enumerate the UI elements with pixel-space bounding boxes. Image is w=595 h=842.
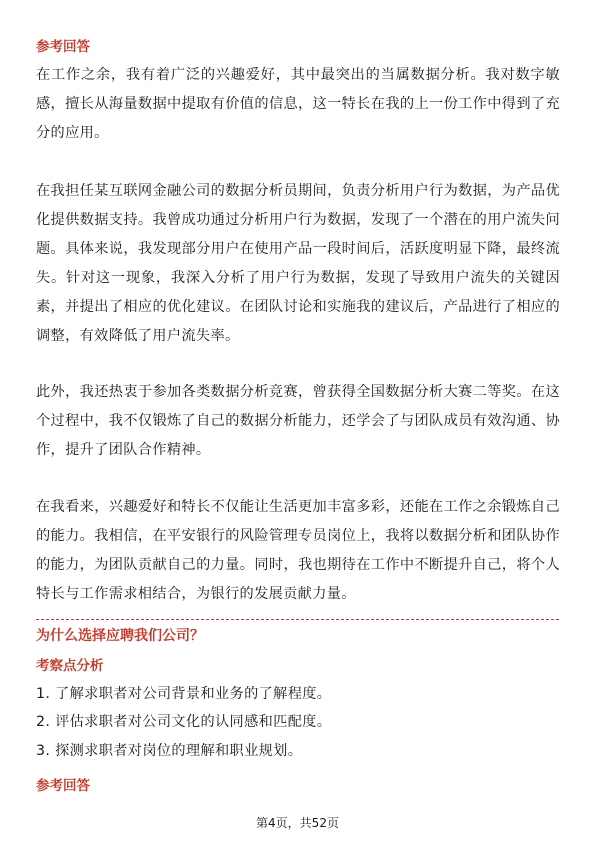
analysis-point-2: 2. 评估求职者对公司文化的认同感和匹配度。 (36, 714, 332, 730)
answer-paragraph-2: 在我担任某互联网金融公司的数据分析员期间，负责分析用户行为数据，为产品优化提供数据支持。我曾成功通过分析用户行为数据，发现了一个潜在的用户流失问题。具体来说，我发现部分用户在使用产品一段时间后，活跃度明显下降，最终流失。针对这一现象，我深入分析了用户行为数据，发现了导致用户流失的关键因素，并提出了相应的优化建议。在团队讨论和实施我的建议后，产品进行了相应的调整，有效降低了用户流失率。 (36, 183, 560, 344)
answer-heading: 参考回答 (36, 39, 90, 55)
analysis-point-3: 3. 探测求职者对岗位的理解和职业规划。 (36, 743, 303, 759)
answer-paragraph-4: 在我看来，兴趣爱好和特长不仅能让生活更加丰富多彩，还能在工作之余锻炼自己的能力。我相信，在平安银行的风险管理专员岗位上，我将以数据分析和团队协作的能力，为团队贡献自己的力量。同时，我也期待在工作中不断提升自己，将个人特长与工作需求相结合，为银行的发展贡献力量。 (36, 499, 560, 602)
analysis-heading: 考察点分析 (36, 658, 104, 674)
answer-heading-2: 参考回答 (36, 778, 90, 794)
answer-paragraph-1: 在工作之余，我有着广泛的兴趣爱好，其中最突出的当属数据分析。我对数字敏感，擅长从海量数据中提取有价值的信息，这一特长在我的上一份工作中得到了充分的应用。 (36, 67, 560, 141)
section-divider (36, 619, 559, 620)
question-title: 为什么选择应聘我们公司？ (36, 628, 204, 644)
answer-paragraph-3: 此外，我还热衷于参加各类数据分析竞赛，曾获得全国数据分析大赛二等奖。在这个过程中，我不仅锻炼了自己的数据分析能力，还学会了与团队成员有效沟通、协作，提升了团队合作精神。 (36, 384, 560, 458)
analysis-point-1: 1. 了解求职者对公司背景和业务的了解程度。 (36, 686, 332, 702)
page-footer: 第4页，共52页 (256, 816, 339, 830)
